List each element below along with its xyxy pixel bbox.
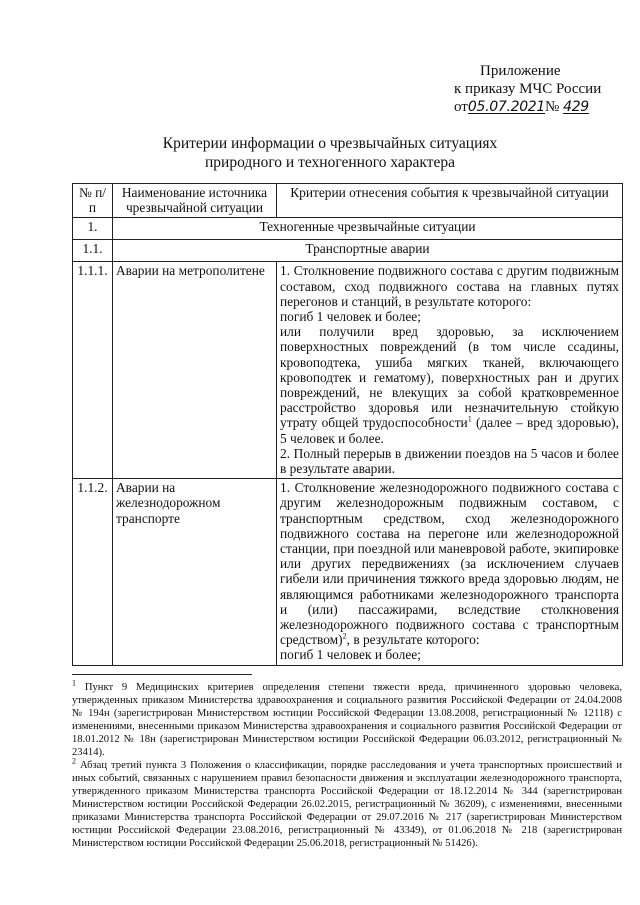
row-criteria (277, 479, 623, 665)
title-line-2: природного и техногенного характера (205, 154, 455, 171)
footnote (72, 678, 622, 759)
title-line-1: Критерии информации о чрезвычайных ситуациях (162, 135, 498, 152)
footnote-text: Пункт 9 Медицинских критериев определения степени тяжести вреда, причиненного здоровью человека, утвержденных приказом Министерства здравоохранения и социального развития Российской Федерации от 24.04.2008 № 194н (зарегистрирован Министерством юстиции Российской Федерации 13.08.2008, регистрационный № 12118) с изменениями, внесенными приказом Министерства здравоохранения и социального развития Российской Федерации от 18.01.2012 № 18н (зарегистрирован Министерством юстиции Российской Федерации 06.03.2012, регистрационный № 23414). (72, 682, 622, 758)
section-title: Техногенные чрезвычайные ситуации (113, 218, 623, 240)
appendix-date-number (440, 98, 630, 116)
handwritten-date: 05.07.2021 (467, 99, 546, 115)
appendix-title: Приложение (480, 63, 561, 79)
prefix-no: № (545, 99, 560, 115)
header-num: № п/п (73, 184, 113, 218)
footnote-text: Абзац третий пункта 3 Положения о классификации, порядке расследования и учета транспортных происшествий и иных событий, связанных с нарушением правил безопасности движения и эксплуатации железнодорожного транспорта, утвержденного приказом Министерства транспорта Российской Федерации от 18.12.2014 № 344 (зарегистрирован Министерством юстиции Российской Федерации 26.02.2015, регистрационный № 36209), с изменениями, внесенными приказами Министерства транспорта Российской Федерации от 29.07.2016 № 217 (зарегистрирован Министерством юстиции Российской Федерации 23.08.2016, регистрационный № 43349), от 01.06.2018 № 218 (зарегистрирован Министерством юстиции Российской Федерации 25.06.2018, регистрационный № 51426). (72, 760, 622, 849)
prefix-from: от (454, 99, 468, 115)
criteria-paragraph: погиб 1 человек и более; (280, 309, 421, 325)
table-header-row (73, 184, 623, 218)
document-title (120, 134, 540, 172)
criteria-paragraph: 1. Столкновение подвижного состава с другим подвижным составом, сход подвижного состава на главных путях перегонов и станций, в результате которого: (280, 263, 619, 309)
row-source: Аварии на метрополитене (113, 262, 277, 479)
table-row (73, 262, 623, 479)
row-num: 1.1.2. (73, 479, 113, 665)
appendix-order: к приказу МЧС России (454, 81, 602, 97)
subsection-num: 1.1. (73, 240, 113, 262)
criteria-table (72, 183, 623, 666)
appendix-block (440, 62, 630, 116)
footnote-number: 2 (72, 756, 76, 766)
section-row (73, 218, 623, 240)
criteria-paragraph: 2. Полный перерыв в движении поездов на 5 часов и более в результате аварии. (280, 445, 619, 477)
header-criteria: Критерии отнесения события к чрезвычайной ситуации (277, 184, 623, 218)
header-source: Наименование источника чрезвычайной ситуации (113, 184, 277, 218)
row-num: 1.1.1. (73, 262, 113, 479)
criteria-paragraph: или получили вред здоровью, за исключением поверхностных повреждений (в том числе ссадины, кровоподтека, ушиба мягких тканей, включающего кровоподтек и гематому), поверхностных ран и других повреждений, не влекущих за собой кратковременное расстройство здоровья или незначительную стойкую утрату общей трудоспособности$^1$ (далее – вред здоровью), 5 человек и более. (280, 324, 619, 446)
row-source: Аварии на железнодорожном транспорте (113, 479, 277, 665)
section-num: 1. (73, 218, 113, 240)
criteria-paragraph: погиб 1 человек и более; (280, 647, 421, 663)
handwritten-number: 429 (563, 99, 589, 115)
subsection-row (73, 240, 623, 262)
footnote-mark: 2 (342, 631, 347, 641)
subsection-title: Транспортные аварии (113, 240, 623, 262)
criteria-paragraph: 1. Столкновение железнодорожного подвижного состава с другим железнодорожным подвижным составом, с транспортным средством, сход железнодорожного подвижного состава на перегоне или железнодорожной станции, при поездной или маневровой работе, экипировке или других передвижениях (за исключением случаев гибели или причинения тяжкого вреда здоровью людям, не являющимся работниками железнодорожного транспорта и (или) пассажирами, вследствие столкновения железнодорожного подвижного состава с транспортным средством)$^2$, в результате которого: (280, 480, 619, 648)
footnote-divider (72, 674, 252, 675)
footnotes (72, 674, 622, 850)
footnote-mark: 1 (467, 414, 472, 424)
row-criteria (277, 262, 623, 479)
footnote-number: 1 (72, 678, 76, 688)
footnote (72, 756, 622, 850)
table-row (73, 479, 623, 665)
